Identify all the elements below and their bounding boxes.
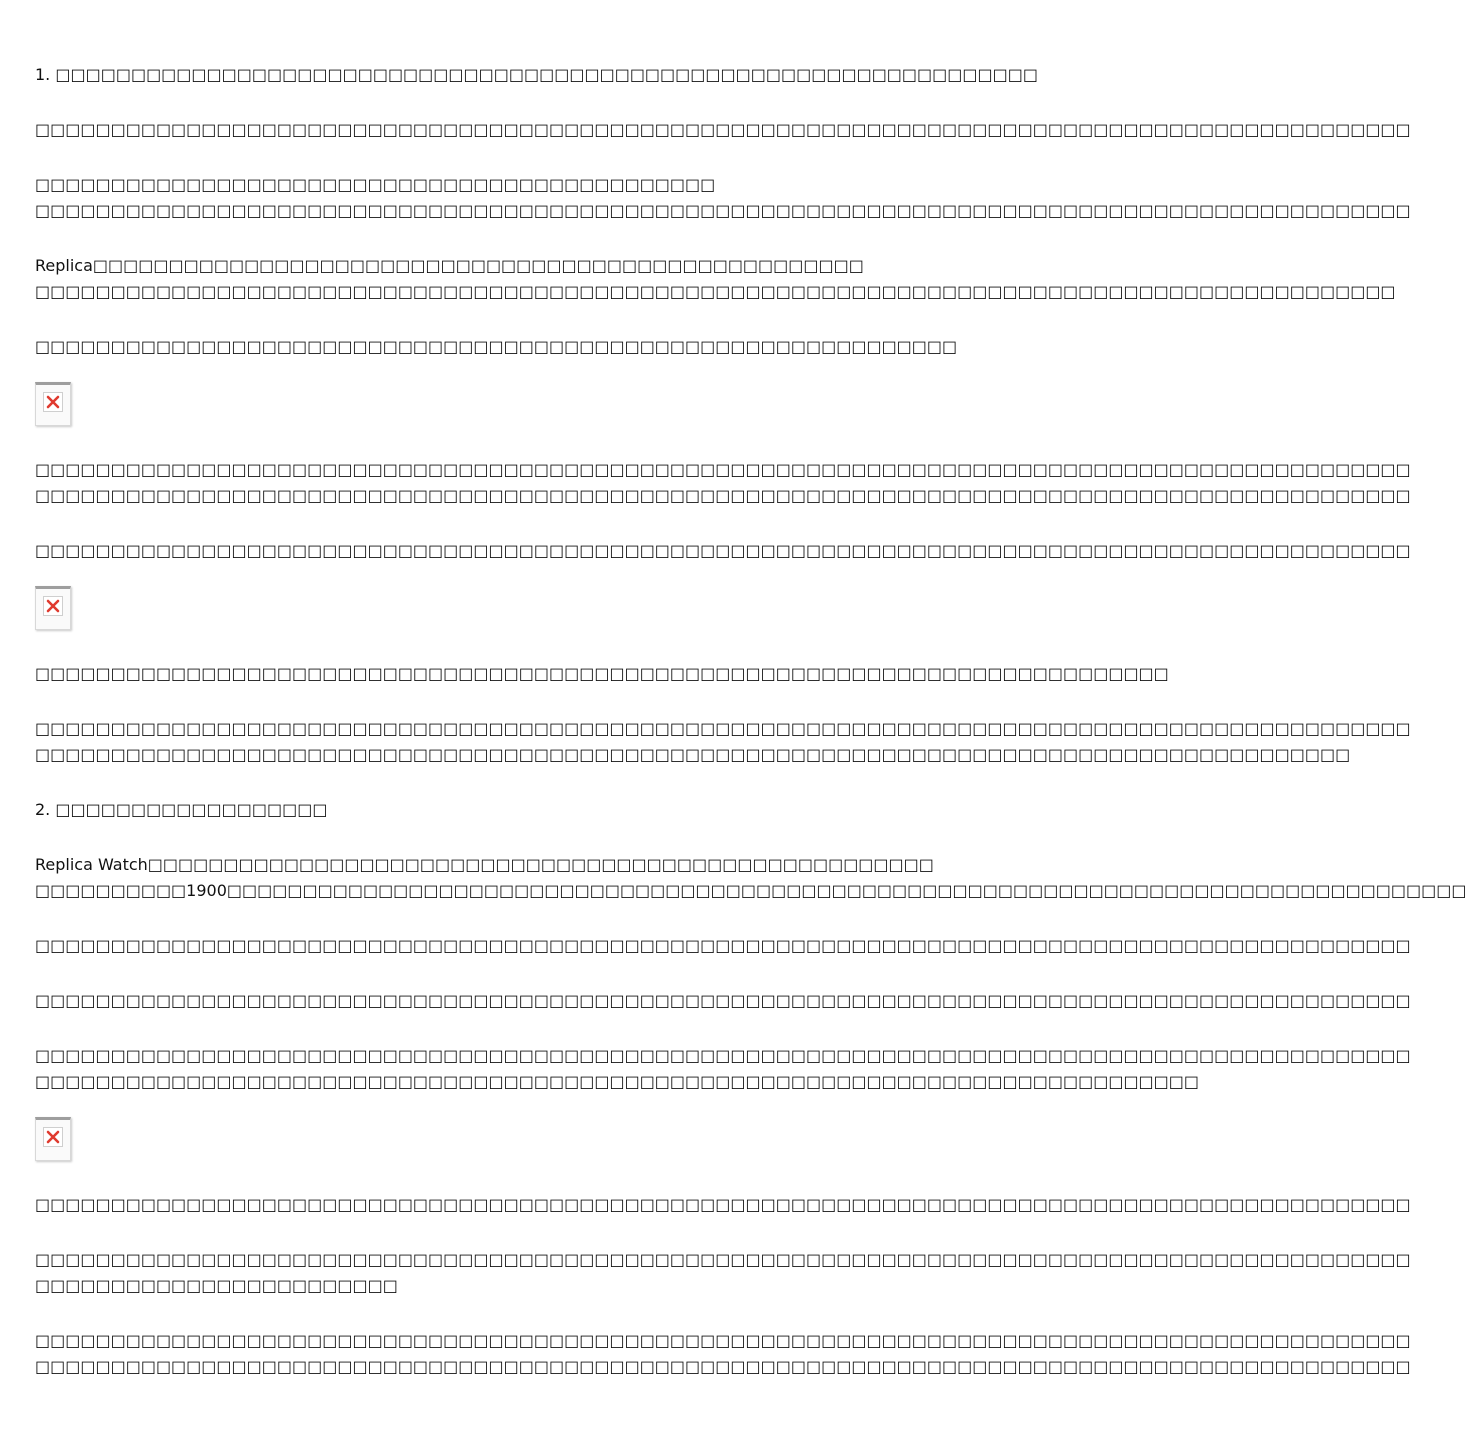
document-body <box>35 62 1467 1380</box>
paragraph-13: □□□□□□□□□□□□□□□□□□□□□□□□□□□□□□□□□□□□□□□□□□□□□□□□□□□□□□□□□□□□□□□□□□□□□□□□□□□□□□□□□□□□□□□□□□□ <box>35 1195 1411 1214</box>
paragraph-15: □□□□□□□□□□□□□□□□□□□□□□□□□□□□□□□□□□□□□□□□□□□□□□□□□□□□□□□□□□□□□□□□□□□□□□□□□□□□□□□□□□□□□□□□□□□ □□□□□□□□□□□□□□□□□□□□□□□□□□□□□□□□□□□□□□□□□□□□□□□□□□□□□□□□□□□□□□□□□□□□□□□□□□□□□□□□□□□□□□□□□□□ <box>35 1331 1411 1376</box>
heading-1: 1. □□□□□□□□□□□□□□□□□□□□□□□□□□□□□□□□□□□□□□□□□□□□□□□□□□□□□□□□□□□□□□□□□ <box>35 65 1038 84</box>
paragraph-9: Replica Watch□□□□□□□□□□□□□□□□□□□□□□□□□□□□□□□□□□□□□□□□□□□□□□□□□□□□ □□□□□□□□□□1900□□□□□□□□□□□□□□□□□□□□□□□□□□□□□□□□□□□□□□□□□□□□□□□□□□□□□□□□□□□□□□□□□□□□□□□□□□□□□□□□□□ <box>35 855 1467 900</box>
paragraph-6: □□□□□□□□□□□□□□□□□□□□□□□□□□□□□□□□□□□□□□□□□□□□□□□□□□□□□□□□□□□□□□□□□□□□□□□□□□□□□□□□□□□□□□□□□□□ <box>35 541 1411 560</box>
paragraph-5: □□□□□□□□□□□□□□□□□□□□□□□□□□□□□□□□□□□□□□□□□□□□□□□□□□□□□□□□□□□□□□□□□□□□□□□□□□□□□□□□□□□□□□□□□□□ □□□□□□□□□□□□□□□□□□□□□□□□□□□□□□□□□□□□□□□□□□□□□□□□□□□□□□□□□□□□□□□□□□□□□□□□□□□□□□□□□□□□□□□□□□□ <box>35 460 1411 505</box>
broken-image-icon <box>35 586 71 630</box>
paragraph-10: □□□□□□□□□□□□□□□□□□□□□□□□□□□□□□□□□□□□□□□□□□□□□□□□□□□□□□□□□□□□□□□□□□□□□□□□□□□□□□□□□□□□□□□□□□□ <box>35 936 1411 955</box>
paragraph-12: □□□□□□□□□□□□□□□□□□□□□□□□□□□□□□□□□□□□□□□□□□□□□□□□□□□□□□□□□□□□□□□□□□□□□□□□□□□□□□□□□□□□□□□□□□□ □□□□□□□□□□□□□□□□□□□□□□□□□□□□□□□□□□□□□□□□□□□□□□□□□□□□□□□□□□□□□□□□□□□□□□□□□□□□□ <box>35 1046 1411 1091</box>
paragraph-8: □□□□□□□□□□□□□□□□□□□□□□□□□□□□□□□□□□□□□□□□□□□□□□□□□□□□□□□□□□□□□□□□□□□□□□□□□□□□□□□□□□□□□□□□□□□ □□□□□□□□□□□□□□□□□□□□□□□□□□□□□□□□□□□□□□□□□□□□□□□□□□□□□□□□□□□□□□□□□□□□□□□□□□□□□□□□□□□□□□□ <box>35 719 1411 764</box>
heading-2: 2. □□□□□□□□□□□□□□□□□□ <box>35 800 328 819</box>
paragraph-14: □□□□□□□□□□□□□□□□□□□□□□□□□□□□□□□□□□□□□□□□□□□□□□□□□□□□□□□□□□□□□□□□□□□□□□□□□□□□□□□□□□□□□□□□□□□ □□□□□□□□□□□□□□□□□□□□□□□□ <box>35 1250 1411 1295</box>
paragraph-2: □□□□□□□□□□□□□□□□□□□□□□□□□□□□□□□□□□□□□□□□□□□□□ □□□□□□□□□□□□□□□□□□□□□□□□□□□□□□□□□□□□□□□□□□□□□□□□□□□□□□□□□□□□□□□□□□□□□□□□□□□□□□□□□□□□□□□□□□□ <box>35 175 1411 220</box>
paragraph-7: □□□□□□□□□□□□□□□□□□□□□□□□□□□□□□□□□□□□□□□□□□□□□□□□□□□□□□□□□□□□□□□□□□□□□□□□□□□ <box>35 664 1169 683</box>
paragraph-4: □□□□□□□□□□□□□□□□□□□□□□□□□□□□□□□□□□□□□□□□□□□□□□□□□□□□□□□□□□□□□ <box>35 337 958 356</box>
paragraph-11: □□□□□□□□□□□□□□□□□□□□□□□□□□□□□□□□□□□□□□□□□□□□□□□□□□□□□□□□□□□□□□□□□□□□□□□□□□□□□□□□□□□□□□□□□□□ <box>35 991 1411 1010</box>
paragraph-1: □□□□□□□□□□□□□□□□□□□□□□□□□□□□□□□□□□□□□□□□□□□□□□□□□□□□□□□□□□□□□□□□□□□□□□□□□□□□□□□□□□□□□□□□□□□ <box>35 120 1411 139</box>
broken-image-icon <box>35 382 71 426</box>
paragraph-3: Replica□□□□□□□□□□□□□□□□□□□□□□□□□□□□□□□□□□□□□□□□□□□□□□□□□□□ □□□□□□□□□□□□□□□□□□□□□□□□□□□□□□□□□□□□□□□□□□□□□□□□□□□□□□□□□□□□□□□□□□□□□□□□□□□□□□□□□□□□□□□□□□ <box>35 256 1396 301</box>
broken-image-icon <box>35 1117 71 1161</box>
